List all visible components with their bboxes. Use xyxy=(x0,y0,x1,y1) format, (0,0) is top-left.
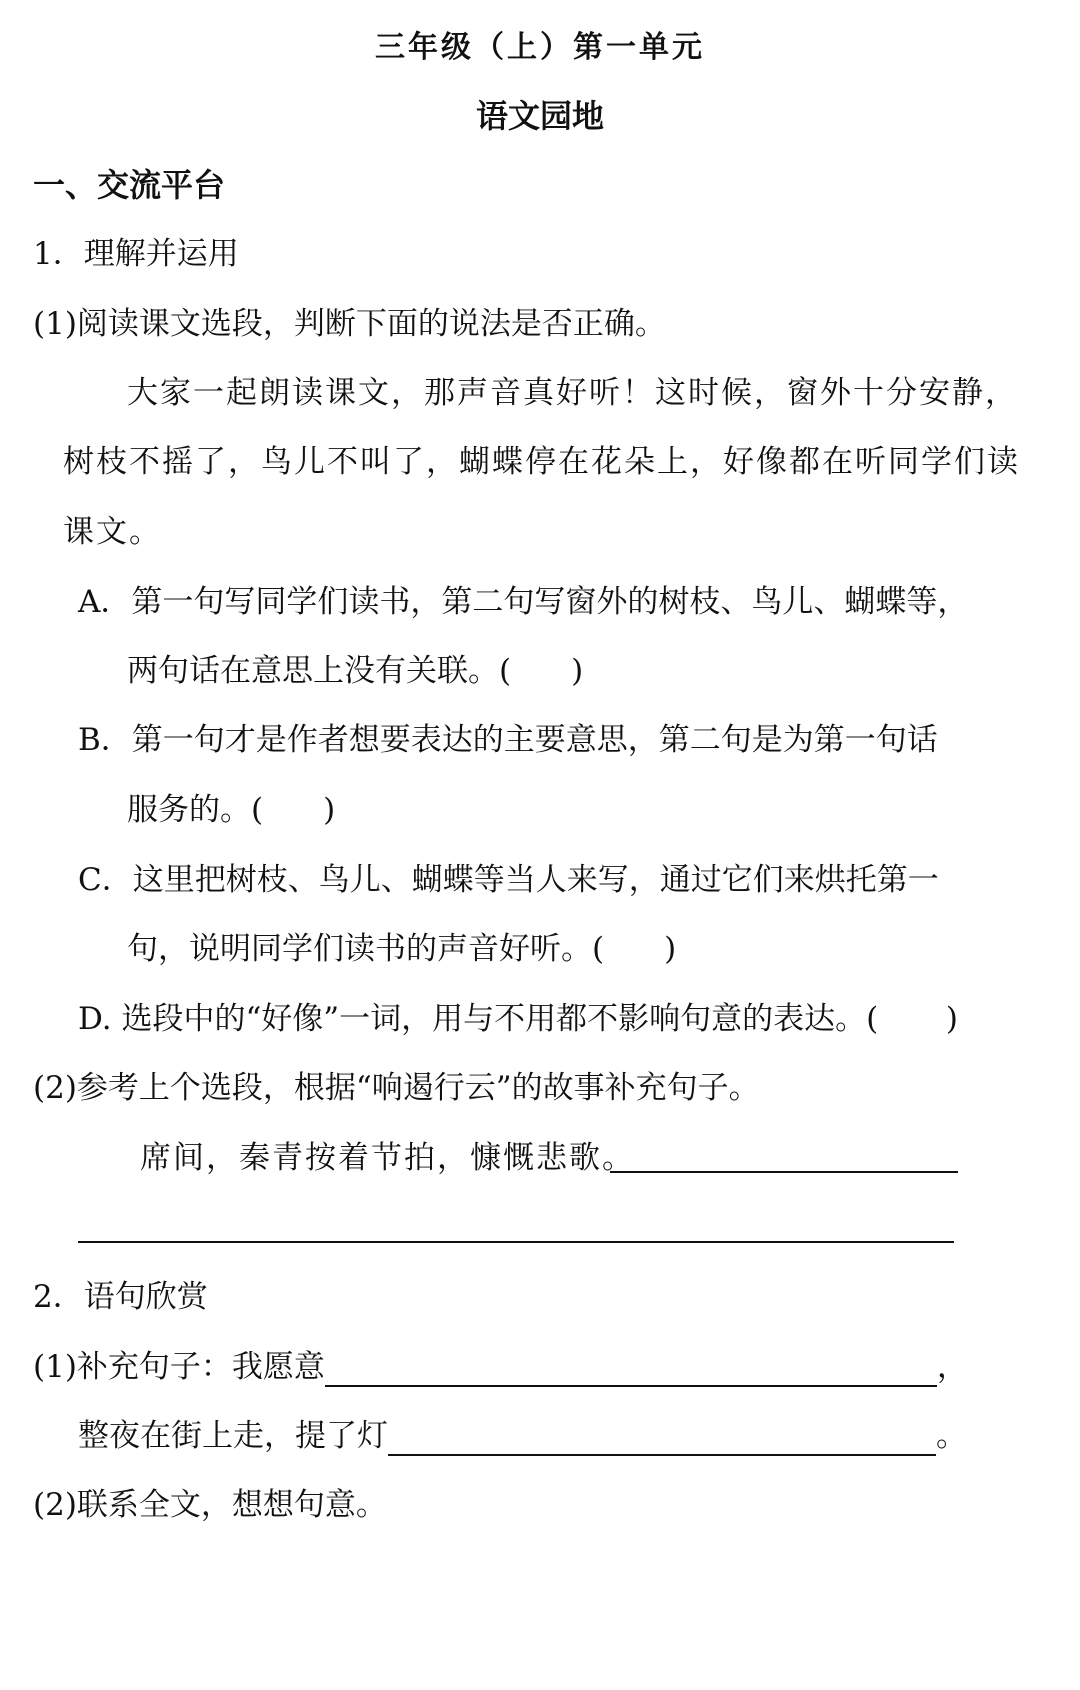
option-a-line-2 xyxy=(127,651,583,691)
fill-blank-1[interactable] xyxy=(325,1353,937,1387)
option-d-line xyxy=(78,999,958,1039)
passage-line-1: 大家一起朗读课文，那声音真好听！这时候，窗外十分安静， xyxy=(127,375,1018,411)
answer-line-1[interactable] xyxy=(610,1171,958,1173)
option-d-text: D. 选段中的“好像”一词，用与不用都不影响句意的表达。( xyxy=(78,1001,879,1037)
option-c-line-1: C．这里把树枝、鸟儿、蝴蝶等当人来写，通过它们来烘托第一 xyxy=(78,862,939,898)
question-2-label: 2．语句欣赏 xyxy=(33,1279,208,1315)
fill-sentence-text: 席间，秦青按着节拍，慷慨悲歌。 xyxy=(140,1140,635,1176)
option-b-line-2 xyxy=(127,790,335,830)
question-1-part-1-prompt: (1)阅读课文选段，判断下面的说法是否正确。 xyxy=(33,306,666,342)
option-b-text: 服务的。( xyxy=(127,792,264,828)
section-heading: 一、交流平台 xyxy=(33,166,226,204)
option-a-line-1: A．第一句写同学们读书，第二句写窗外的树枝、鸟儿、蝴蝶等， xyxy=(78,584,969,620)
worksheet-subtitle: 语文园地 xyxy=(475,97,604,135)
question-2-part-1-line-2-prefix: 整夜在街上走，提了灯 xyxy=(78,1418,388,1454)
question-2-period: 。 xyxy=(936,1418,967,1454)
option-a-text: 两句话在意思上没有关联。( xyxy=(127,653,512,689)
fill-blank-2[interactable] xyxy=(388,1422,936,1456)
answer-line-2[interactable] xyxy=(78,1241,954,1243)
passage-line-2: 树枝不摇了，鸟儿不叫了，蝴蝶停在花朵上，好像都在听同学们读 xyxy=(63,444,1020,480)
question-2-part-1-line-2 xyxy=(78,1416,967,1456)
option-d-close-paren: ) xyxy=(945,1001,958,1037)
question-2-part-2-prompt: (2)联系全文，想想句意。 xyxy=(33,1487,387,1523)
question-2-part-1-prefix: (1)补充句子：我愿意 xyxy=(33,1349,325,1385)
option-b-close-paren: ) xyxy=(323,792,336,828)
option-b-line-1: B．第一句才是作者想要表达的主要意思，第二句是为第一句话 xyxy=(78,722,938,758)
question-1-label: 1．理解并运用 xyxy=(33,236,239,272)
option-c-text: 句，说明同学们读书的声音好听。( xyxy=(127,931,605,967)
question-2-part-1-line-1 xyxy=(33,1347,968,1387)
question-2-comma: ， xyxy=(936,1349,968,1385)
option-c-close-paren: ) xyxy=(664,931,677,967)
worksheet-title: 三年级（上）第一单元 xyxy=(375,30,705,65)
option-a-close-paren: ) xyxy=(571,653,584,689)
fill-sentence xyxy=(140,1138,635,1178)
option-c-line-2 xyxy=(127,929,676,969)
passage-line-3: 课文。 xyxy=(63,514,162,550)
question-1-part-2-prompt: (2)参考上个选段，根据“响遏行云”的故事补充句子。 xyxy=(33,1070,760,1106)
